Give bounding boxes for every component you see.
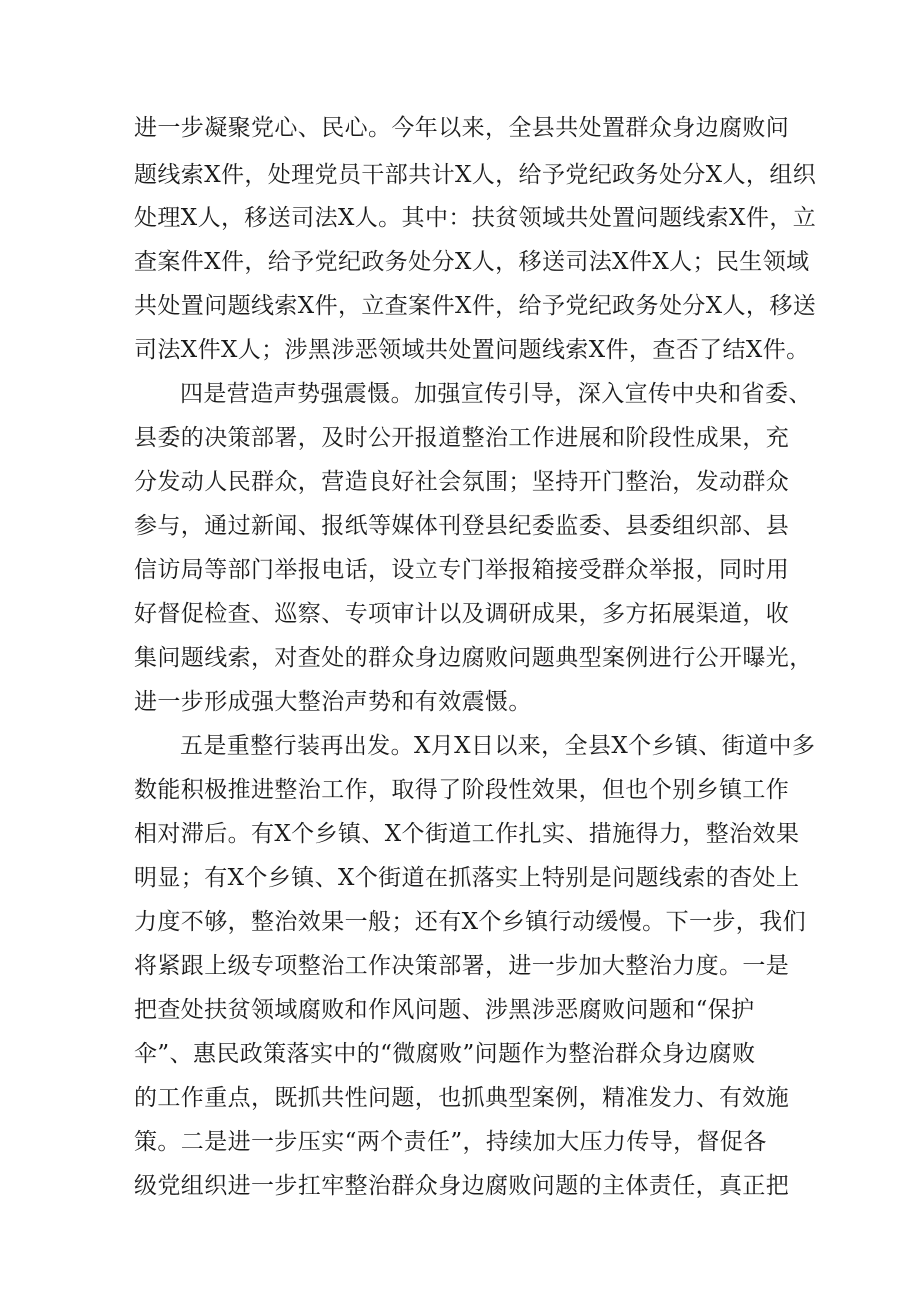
paragraph-line: 题线索X件，处理党员干部共计X人，给予党纪政务处分X人，组织 (134, 162, 817, 188)
paragraph-line: 集问题线索，对查处的群众身边腐败问题典型案例进行公开曝光， (134, 645, 813, 671)
paragraph-line: 级党组织进一步扛牢整治群众身边腐败问题的主体责任，真正把 (134, 1173, 790, 1199)
paragraph-line: 查案件X件，给予党纪政务处分X人，移送司法X件X人；民生领域 (134, 249, 810, 275)
paragraph-line: 四是营造声势强震慑。加强宣传引导，深入宣传中央和省委、 (180, 381, 812, 407)
paragraph-line: 参与，通过新闻、报纸等媒体刊登县纪委监委、县委组织部、县 (134, 513, 790, 539)
paragraph-line: 处理X人，移送司法X人。其中：扶贫领域共处置问题线索X件，立 (134, 205, 817, 231)
paragraph-line: 司法X件X人；涉黑涉恶领域共处置问题线索X件，查否了结X件。 (134, 337, 810, 363)
paragraph-line: 伞”、惠民政策落实中的“微腐败”问题作为整治群众身边腐败 (134, 1041, 756, 1067)
paragraph-line: 五是重整行装再出发。X月X日以来，全县X个乡镇、街道中多 (180, 733, 816, 759)
paragraph-line: 县委的决策部署，及时公开报道整治工作进展和阶段性成果，充 (134, 425, 790, 451)
paragraph-line: 的工作重点，既抓共性问题，也抓典型案例，精准发力、有效施 (134, 1085, 790, 1111)
paragraph-line: 进一步凝聚党心、民心。今年以来，全县共处置群众身边腐败问 (134, 115, 790, 141)
paragraph-line: 数能积极推进整治工作，取得了阶段性效果，但也个别乡镇工作 (134, 777, 790, 803)
paragraph-line: 策。二是进一步压实“两个责任”，持续加大压力传导，督促各 (134, 1129, 767, 1155)
paragraph-line: 好督促检查、巡察、专项审计以及调研成果，多方拓展渠道，收 (134, 601, 790, 627)
paragraph-line: 进一步形成强大整治声势和有效震慑。 (134, 689, 532, 715)
paragraph-line: 把查处扶贫领域腐败和作风问题、涉黑涉恶腐败问题和“保护 (134, 997, 755, 1023)
paragraph-line: 分发动人民群众，营造良好社会氛围；坚持开门整治，发动群众 (134, 469, 790, 495)
paragraph-line: 将紧跟上级专项整治工作决策部署，进一步加大整治力度。一是 (134, 953, 790, 979)
paragraph-line: 力度不够，整治效果一般；还有X个乡镇行动缓慢。下一步，我们 (134, 909, 806, 935)
paragraph-line: 信访局等部门举报电话，设立专门举报箱接受群众举报，同时用 (134, 557, 790, 583)
paragraph-line: 明显；有X个乡镇、X个街道在抓落实上特别是问题线索的杳处上 (134, 865, 800, 891)
paragraph-line: 相对滞后。有X个乡镇、X个街道工作扎实、措施得力，整治效果 (134, 821, 800, 847)
paragraph-line: 共处置问题线索X件，立查案件X件，给予党纪政务处分X人，移送 (134, 293, 817, 319)
